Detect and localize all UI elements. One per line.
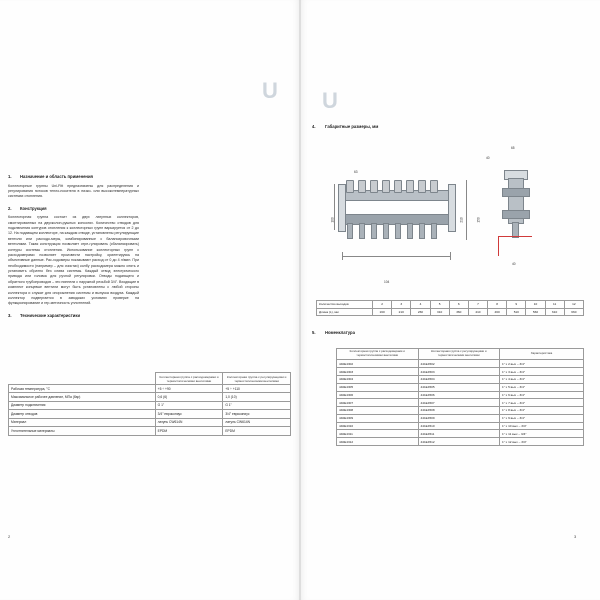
table-row bbox=[9, 410, 291, 418]
spec-header-col2: Коллекторная группа с регулирующими и термостатическими вентилями bbox=[223, 373, 291, 385]
section-title: Назначение и область применения bbox=[20, 174, 93, 179]
dims-cell: 12 bbox=[564, 301, 583, 309]
spec-value-1: латунь CW614N bbox=[155, 418, 223, 426]
table-row bbox=[337, 438, 584, 446]
flowmeter-7 bbox=[418, 180, 426, 193]
article-spec: 1" x 2 вых – 3/4" bbox=[500, 360, 584, 368]
technical-specs-table-wrapper bbox=[8, 372, 291, 436]
article-flowmeter: 440E4310 bbox=[337, 422, 419, 430]
right-page-heading-4 bbox=[312, 124, 582, 131]
brand-logo-left: U bbox=[262, 78, 277, 103]
spec-value-2: +5 ÷ +110 bbox=[223, 385, 291, 393]
article-regulating: 441E4511 bbox=[418, 430, 500, 438]
page-gutter bbox=[299, 0, 301, 600]
outlet-2 bbox=[359, 223, 365, 239]
article-regulating: 441E4506 bbox=[418, 391, 500, 399]
dims-cell: 7 bbox=[468, 301, 487, 309]
dimension-label-63: 63 bbox=[354, 170, 358, 174]
spec-value-1: 3/4" еврокониус bbox=[155, 410, 223, 418]
article-flowmeter: 440E4307 bbox=[337, 399, 419, 407]
section-title: Технические характеристики bbox=[20, 312, 81, 318]
article-regulating: 441E4502 bbox=[418, 360, 500, 368]
spec-label: Материал bbox=[9, 418, 156, 426]
table-row bbox=[337, 422, 584, 430]
flowmeter-5 bbox=[394, 180, 402, 193]
article-spec: 1" x 7 вых – 3/4" bbox=[500, 399, 584, 407]
table-row bbox=[337, 360, 584, 368]
spec-value-2: EPDM bbox=[223, 427, 291, 435]
dims-cell: 11 bbox=[545, 301, 564, 309]
spec-label: Уплотнительные материалы bbox=[9, 427, 156, 435]
brand-logo-right: U bbox=[322, 88, 337, 113]
nomenclature-table-wrapper bbox=[336, 348, 584, 446]
side-view-return bbox=[502, 210, 530, 219]
dimensions-table-wrapper bbox=[316, 300, 584, 316]
page-number-right: 3 bbox=[574, 534, 577, 539]
table-row bbox=[317, 301, 584, 309]
dims-cell: 510 bbox=[507, 308, 526, 316]
flowmeter-3 bbox=[370, 180, 378, 193]
article-regulating: 441E4507 bbox=[418, 399, 500, 407]
side-view-supply bbox=[502, 188, 530, 197]
table-header-row bbox=[337, 349, 584, 360]
dims-cell: 610 bbox=[545, 308, 564, 316]
table-row bbox=[337, 383, 584, 391]
spec-label: Максимальное рабочее давление, МПа (бар) bbox=[9, 393, 156, 401]
section-heading-5 bbox=[312, 330, 582, 337]
outlet-8 bbox=[431, 223, 437, 239]
article-flowmeter: 440E4306 bbox=[337, 391, 419, 399]
article-regulating: 441E4509 bbox=[418, 414, 500, 422]
section-number: 2. bbox=[8, 205, 12, 211]
section-number: 3. bbox=[8, 312, 12, 318]
section-number: 4. bbox=[312, 124, 316, 129]
article-regulating: 441E4504 bbox=[418, 375, 500, 383]
article-flowmeter: 440E4309 bbox=[337, 414, 419, 422]
spec-value-2: G 1" bbox=[223, 401, 291, 409]
outlet-4 bbox=[383, 223, 389, 239]
article-flowmeter: 440E4304 bbox=[337, 375, 419, 383]
table-row bbox=[337, 375, 584, 383]
dims-row-label-outputs: Количество выходов bbox=[317, 301, 373, 309]
article-regulating: 441E4510 bbox=[418, 422, 500, 430]
left-bracket bbox=[338, 184, 346, 232]
outlet-7 bbox=[419, 223, 425, 239]
spec-table-body bbox=[9, 385, 291, 436]
article-spec: 1" x 6 вых – 3/4" bbox=[500, 391, 584, 399]
section-heading-3 bbox=[8, 313, 139, 320]
spec-label: Рабочая температура, °C bbox=[9, 385, 156, 393]
outlet-1 bbox=[347, 223, 353, 239]
dimension-label-210: 210 bbox=[459, 217, 464, 223]
dims-cell: 2 bbox=[373, 301, 392, 309]
article-flowmeter: 440E4308 bbox=[337, 407, 419, 415]
table-row bbox=[337, 391, 584, 399]
nomenclature-table bbox=[336, 348, 584, 446]
flowmeter-8 bbox=[430, 180, 438, 193]
table-row bbox=[9, 401, 291, 409]
dims-row-label-length: Длина (L), мм bbox=[317, 308, 373, 316]
dims-cell: 10 bbox=[526, 301, 545, 309]
article-flowmeter: 440E4312 bbox=[337, 438, 419, 446]
spec-label: Диаметр подключения bbox=[9, 401, 156, 409]
table-row bbox=[337, 399, 584, 407]
section-number: 1. bbox=[8, 174, 12, 179]
dims-cell: 260 bbox=[411, 308, 430, 316]
page-number-left: 2 bbox=[8, 534, 11, 539]
spec-value-2: латунь CW614N bbox=[223, 418, 291, 426]
flowmeter-4 bbox=[382, 180, 390, 193]
dims-cell: 4 bbox=[411, 301, 430, 309]
dims-cell: 8 bbox=[488, 301, 507, 309]
table-row bbox=[9, 393, 291, 401]
article-regulating: 441E4503 bbox=[418, 368, 500, 376]
dims-cell: 310 bbox=[430, 308, 449, 316]
article-spec: 1" x 4 вых – 3/4" bbox=[500, 375, 584, 383]
dims-cell: 660 bbox=[564, 308, 583, 316]
dims-cell: 160 bbox=[373, 308, 392, 316]
outlet-6 bbox=[407, 223, 413, 239]
table-row bbox=[9, 427, 291, 435]
outlet-5 bbox=[395, 223, 401, 239]
table-row bbox=[9, 418, 291, 426]
section-body-1: Коллекторные группы Uni-Fitt предназначены для распределения и регулирования потоков тепло-носителя в низко- или высокотемпературных системах отопления. bbox=[8, 183, 139, 199]
dims-cell: 410 bbox=[468, 308, 487, 316]
spec-value-1: +5 ÷ +90 bbox=[155, 385, 223, 393]
nom-header-col3: Характеристика bbox=[500, 349, 584, 360]
side-view-red-marker bbox=[498, 236, 532, 237]
dims-cell: 9 bbox=[507, 301, 526, 309]
article-regulating: 441E4505 bbox=[418, 383, 500, 391]
table-row bbox=[317, 308, 584, 316]
section-title: Номенклатура bbox=[325, 330, 355, 335]
article-flowmeter: 440E4305 bbox=[337, 383, 419, 391]
article-spec: 1" x 9 вых – 3/4" bbox=[500, 414, 584, 422]
article-regulating: 441E4508 bbox=[418, 407, 500, 415]
flowmeter-6 bbox=[406, 180, 414, 193]
side-view-red-marker-vertical bbox=[498, 236, 499, 256]
right-bracket bbox=[448, 184, 456, 232]
table-row bbox=[337, 407, 584, 415]
section-heading-4 bbox=[312, 124, 582, 131]
manifold-technical-drawing bbox=[316, 140, 586, 300]
spec-value-1: EPDM bbox=[155, 427, 223, 435]
dimension-label-104: 104 bbox=[384, 280, 390, 284]
technical-specs-table bbox=[8, 372, 291, 436]
article-spec: 1" x 11 вых – 3/4" bbox=[500, 430, 584, 438]
article-spec: 1" x 10 вых – 3/4" bbox=[500, 422, 584, 430]
table-row bbox=[337, 414, 584, 422]
flowmeter-1 bbox=[346, 180, 354, 193]
dimension-label-40b: 40 bbox=[512, 262, 516, 266]
article-flowmeter: 440E4303 bbox=[337, 368, 419, 376]
dims-cell: 360 bbox=[449, 308, 468, 316]
table-row bbox=[9, 385, 291, 393]
dims-cell: 6 bbox=[449, 301, 468, 309]
dims-cell: 3 bbox=[392, 301, 411, 309]
nom-header-col2: Коллекторная группа с регулирующими и термостатическими вентилями bbox=[418, 349, 500, 360]
spec-value-2: 1,0 (10) bbox=[223, 393, 291, 401]
dims-cell: 5 bbox=[430, 301, 449, 309]
spec-value-2: 3/4" еврокониус bbox=[223, 410, 291, 418]
dimension-label-40: 40 bbox=[486, 156, 490, 160]
table-row bbox=[337, 430, 584, 438]
left-page-text-column bbox=[8, 174, 139, 322]
article-spec: 1" x 5 вых – 3/4" bbox=[500, 383, 584, 391]
section-number: 5. bbox=[312, 330, 316, 335]
article-spec: 1" x 12 вых – 3/4" bbox=[500, 438, 584, 446]
article-flowmeter: 440E4311 bbox=[337, 430, 419, 438]
dimension-label-150: 150 bbox=[476, 217, 481, 223]
dims-cell: 210 bbox=[392, 308, 411, 316]
table-row bbox=[337, 368, 584, 376]
dimension-label-100: 100 bbox=[330, 217, 335, 223]
spec-value-1: 0,6 (6) bbox=[155, 393, 223, 401]
table-header-row bbox=[9, 373, 291, 385]
right-page-heading-5 bbox=[312, 330, 582, 337]
spec-header-blank bbox=[9, 373, 156, 385]
article-flowmeter: 440E4302 bbox=[337, 360, 419, 368]
flowmeter-2 bbox=[358, 180, 366, 193]
dimensions-table bbox=[316, 300, 584, 316]
outlet-3 bbox=[371, 223, 377, 239]
section-title: Габаритные размеры, мм bbox=[325, 124, 379, 129]
section-body-2: Коллекторная группа состоит из двух латунных коллекторов, смонтированных на двухколон-рушных консолях. Количество отводов для подключения контуров отопления к коллекторных групп варьируется от 2 до 12. На подающем коллекторе, на каждом отводе, установлены регулирующие вентили или расходо-меры, комбинированные с балансировочными вентилями. Такая конструкция позволяет отре-гулировать (сбалансировать) контуры системы отопления. Использование коллекторных групп с расходомерами позволяет произвести настройку, ориентируясь на объективные данные. Рас-ходомеры показывают расход от 0 до 4 л/мин. При необходимости (например – для очистки) колбу расходомера можно снять и установить обратно без слива системы. Каждый отвод электрического привода или головок для ручной регулировки. Отводы подающего и обратного трубопроводов – это ниппели с наружной резьбой 3/4". Входящие в комплект концевые вентили могут быть установлены с любой стороны коллектора и служат для опорожнения системы и выпуска воздуха. Каждый коллектор подвергается в заводских условиях проверке на функционирование и гер-метичность уплотнений. bbox=[8, 215, 139, 306]
spec-header-col1: Коллекторная группа с расходомерами и термостатическими вентилями bbox=[155, 373, 223, 385]
dims-cell: 460 bbox=[488, 308, 507, 316]
dims-cell: 560 bbox=[526, 308, 545, 316]
nom-header-col1: Коллекторная группа с расходомерами и термостатическими вентилями bbox=[337, 349, 419, 360]
spec-value-1: G 1" bbox=[155, 401, 223, 409]
section-title: Конструкция bbox=[20, 205, 47, 211]
article-regulating: 441E4512 bbox=[418, 438, 500, 446]
article-spec: 1" x 3 вых – 3/4" bbox=[500, 368, 584, 376]
spec-label: Диаметр отводов bbox=[9, 410, 156, 418]
section-heading-2 bbox=[8, 206, 139, 213]
section-heading-1 bbox=[8, 174, 139, 181]
nomenclature-table-body bbox=[337, 360, 584, 446]
dimension-label-65: 65 bbox=[511, 146, 515, 150]
article-spec: 1" x 8 вых – 3/4" bbox=[500, 407, 584, 415]
